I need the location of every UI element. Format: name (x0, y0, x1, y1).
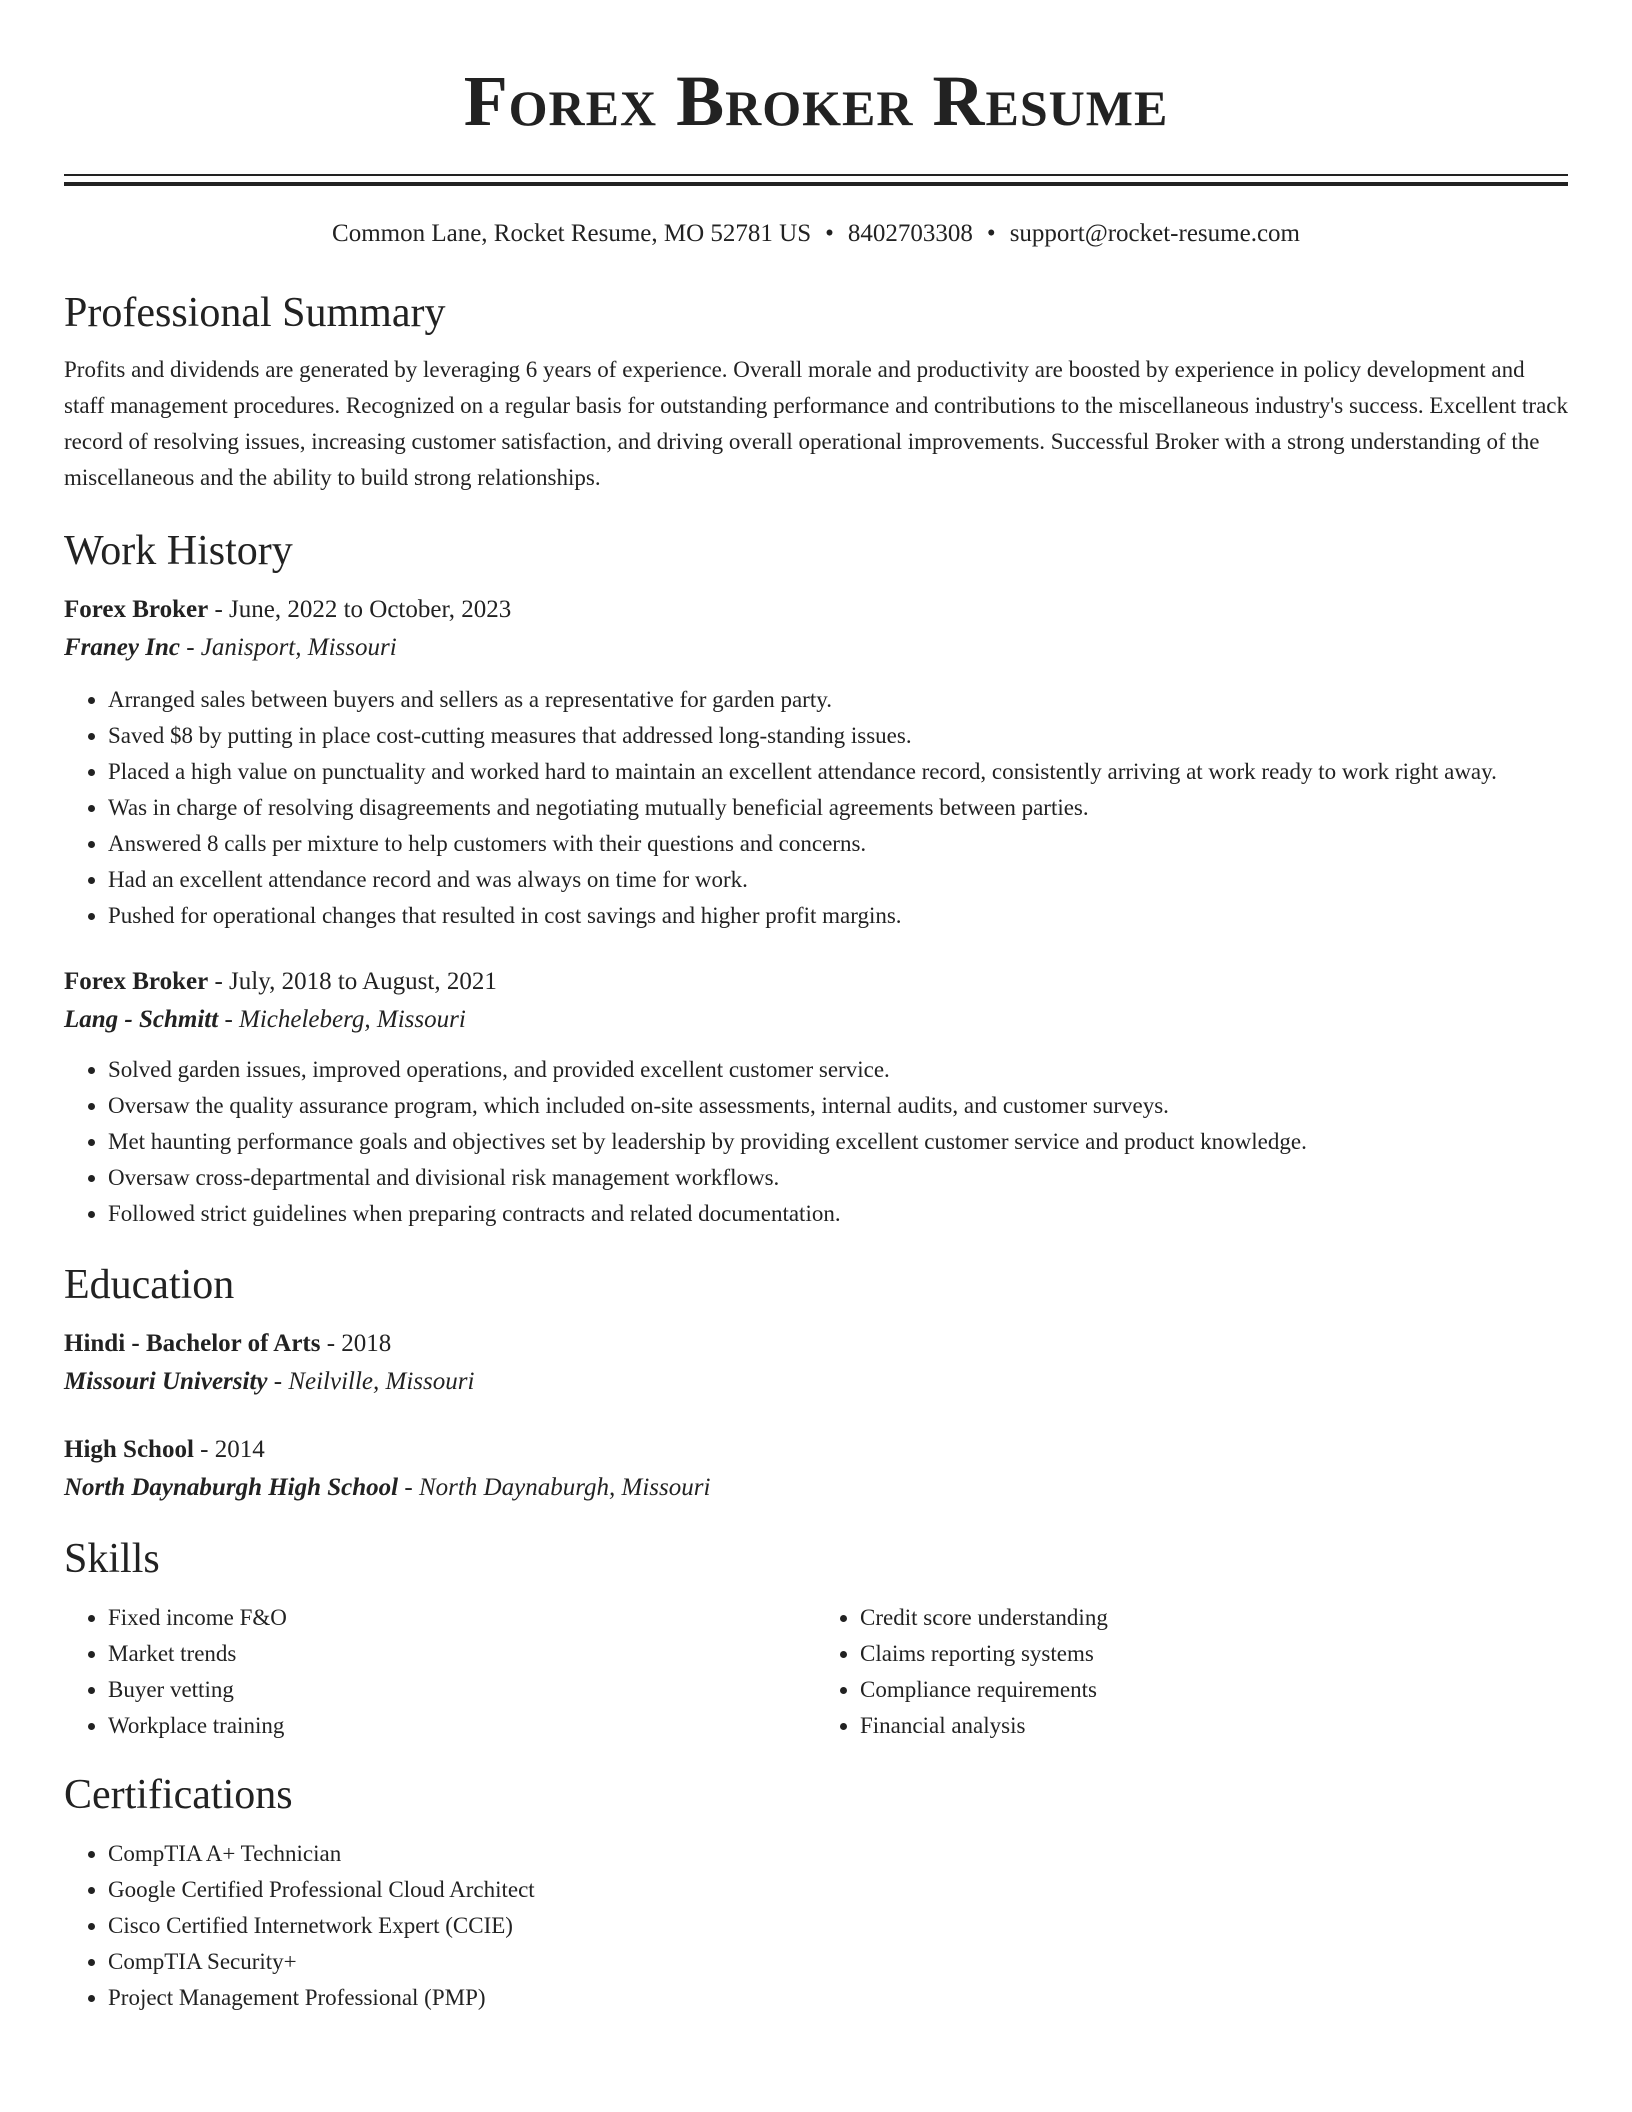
school-name: Missouri University (64, 1368, 268, 1395)
list-item: • Saved $8 by putting in place cost-cutting measures that addressed long-standing issues. (108, 718, 1568, 754)
school-location: - Neilville, Missouri (267, 1368, 475, 1395)
education-entry (64, 1432, 1568, 1508)
job-company: Lang - Schmitt (64, 1006, 219, 1033)
certifications-list (64, 1836, 1568, 2016)
list-item: • Arranged sales between buyers and sellers as a representative for garden party. (108, 682, 1568, 718)
degree-name: Hindi - Bachelor of Arts (64, 1330, 321, 1357)
skills-heading: Skills (64, 1536, 160, 1582)
degree-year: - 2018 (320, 1330, 392, 1357)
degree-line (64, 1432, 1568, 1468)
list-item: • Google Certified Professional Cloud Architect (108, 1872, 1568, 1908)
job-company: Franey Inc (64, 634, 180, 661)
skills-section (64, 1534, 1568, 1744)
title-divider-top (64, 174, 1568, 176)
job-title: Forex Broker (64, 968, 209, 995)
education-entry (64, 1326, 1568, 1402)
list-item: • Met haunting performance goals and objectives set by leadership by providing excellent customer service and product knowledge. (108, 1124, 1568, 1160)
list-item: • Buyer vetting (108, 1672, 816, 1708)
list-item: • Had an excellent attendance record and was always on time for work. (108, 862, 1568, 898)
list-item: • Compliance requirements (860, 1672, 1568, 1708)
skills-columns (64, 1600, 1568, 1744)
school-name: North Daynaburgh High School (64, 1474, 399, 1501)
list-item: • Credit score understanding (860, 1600, 1568, 1636)
list-item: • Solved garden issues, improved operations, and provided excellent customer service. (108, 1052, 1568, 1088)
list-item: • Followed strict guidelines when preparing contracts and related documentation. (108, 1196, 1568, 1232)
job-entry (64, 964, 1568, 1232)
list-item: • Claims reporting systems (860, 1636, 1568, 1672)
school-line (64, 1468, 1568, 1508)
contact-line (64, 218, 1568, 250)
list-item: • Fixed income F&O (108, 1600, 816, 1636)
job-company-line (64, 628, 1568, 668)
resume-page (64, 0, 1568, 2016)
list-item: • Cisco Certified Internetwork Expert (CCIE) (108, 1908, 1568, 1944)
contact-address: Common Lane, Rocket Resume, MO 52781 US (332, 220, 812, 247)
list-item: • Market trends (108, 1636, 816, 1672)
summary-text: Profits and dividends are generated by leveraging 6 years of experience. Overall morale and productivity are boosted by experience in policy development and staff management procedures. Recognized on a regular basis for outstanding performance and contributions to the miscellaneous industry's success. Excellent track record of resolving issues, increasing customer satisfaction, and driving overall operational improvements. Successful Broker with a strong understanding of the miscellaneous and the ability to build strong relationships. (64, 357, 1568, 490)
job-bullets (64, 682, 1568, 934)
degree-name: High School (64, 1436, 194, 1463)
list-item: • CompTIA A+ Technician (108, 1836, 1568, 1872)
school-location: - North Daynaburgh, Missouri (398, 1474, 711, 1501)
work-history-heading: Work History (64, 528, 293, 574)
certifications-heading: Certifications (64, 1772, 293, 1818)
summary-section (64, 288, 1568, 496)
job-dates: - June, 2022 to October, 2023 (208, 596, 512, 623)
list-item: • Answered 8 calls per mixture to help customers with their questions and concerns. (108, 826, 1568, 862)
job-dates: - July, 2018 to August, 2021 (208, 968, 497, 995)
list-item: • Pushed for operational changes that resulted in cost savings and higher profit margins. (108, 898, 1568, 934)
list-item: • Placed a high value on punctuality and worked hard to maintain an excellent attendance record, consistently arriving at work ready to work right away. (108, 754, 1568, 790)
contact-separator: • (986, 220, 996, 247)
summary-heading: Professional Summary (64, 290, 446, 336)
degree-year: - 2014 (193, 1436, 265, 1463)
education-section (64, 1260, 1568, 1508)
list-item: • CompTIA Security+ (108, 1944, 1568, 1980)
job-entry (64, 592, 1568, 934)
job-location: - Janisport, Missouri (179, 634, 397, 661)
job-title-line (64, 592, 1568, 628)
work-history-section (64, 526, 1568, 1232)
list-item: • Oversaw the quality assurance program, which included on-site assessments, internal audits, and customer surveys. (108, 1088, 1568, 1124)
list-item: • Workplace training (108, 1708, 816, 1744)
title-divider-bottom (64, 182, 1568, 186)
list-item: • Was in charge of resolving disagreements and negotiating mutually beneficial agreements between parties. (108, 790, 1568, 826)
job-title-line (64, 964, 1568, 1000)
contact-phone: 8402703308 (847, 220, 973, 247)
list-item: • Project Management Professional (PMP) (108, 1980, 1568, 2016)
contact-separator: • (825, 220, 834, 247)
job-location: - Micheleberg, Missouri (218, 1006, 466, 1033)
job-title: Forex Broker (64, 596, 209, 623)
skills-list-left (64, 1600, 816, 1744)
job-bullets (64, 1052, 1568, 1232)
job-company-line (64, 1000, 1568, 1040)
resume-title: Forex Broker Resume (463, 61, 1169, 141)
contact-email[interactable]: support@rocket-resume.com (1009, 220, 1300, 247)
list-item: • Oversaw cross-departmental and divisional risk management workflows. (108, 1160, 1568, 1196)
list-item: • Financial analysis (860, 1708, 1568, 1744)
degree-line (64, 1326, 1568, 1362)
certifications-section (64, 1770, 1568, 2016)
skills-list-right (816, 1600, 1568, 1744)
education-heading: Education (64, 1262, 235, 1308)
school-line (64, 1362, 1568, 1402)
